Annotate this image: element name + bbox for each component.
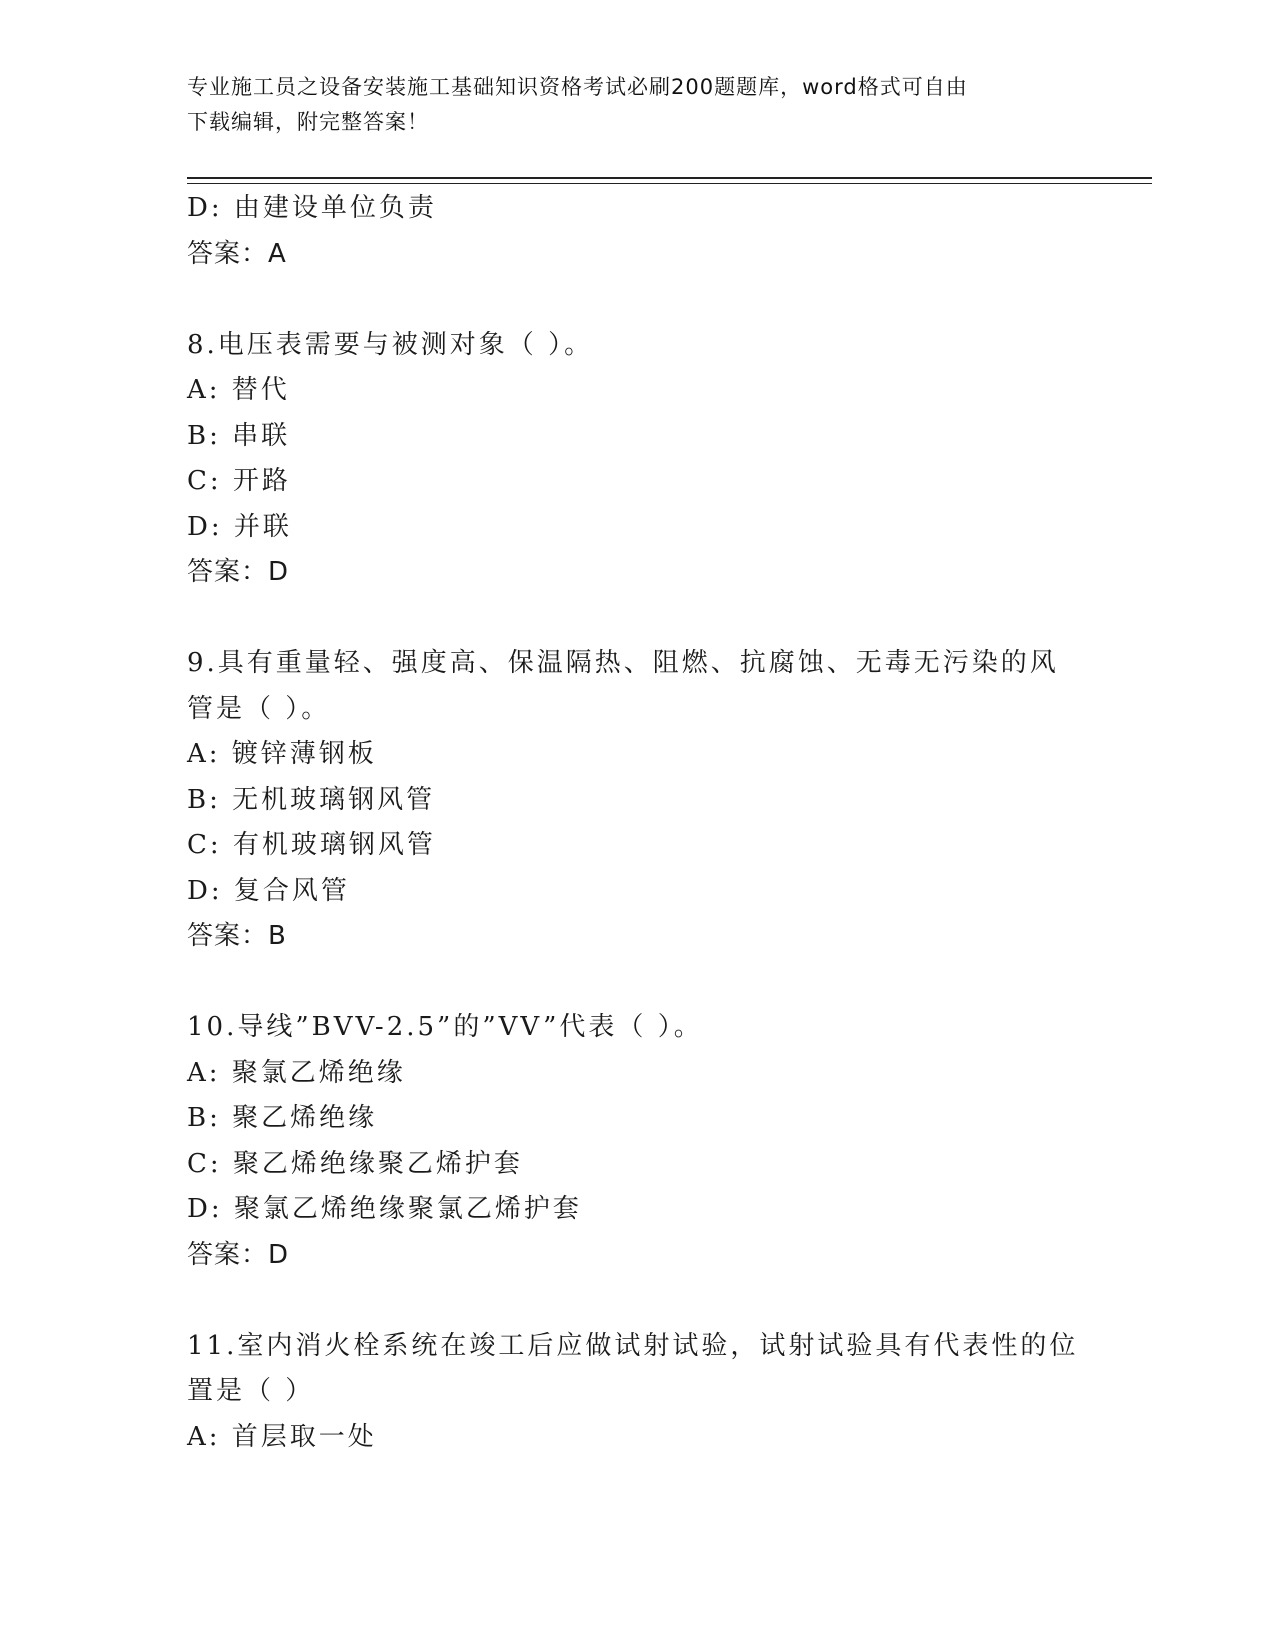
spacer [187, 277, 1087, 323]
question-stem: 10.导线”BVV-2.5”的”VV”代表（ ）。 [187, 1012, 703, 1042]
answer: 答案：B [187, 921, 287, 951]
option-a: A: 镀锌薄钢板 [187, 739, 377, 769]
option-a: A: 替代 [187, 375, 290, 405]
question-7-tail [187, 186, 1087, 277]
question-stem: 8.电压表需要与被测对象（ ）。 [187, 329, 594, 360]
option-b: B: 串联 [187, 420, 291, 451]
header-divider-thick [187, 177, 1152, 179]
question-list [187, 186, 1087, 1460]
spacer [187, 960, 1087, 1006]
question-stem-line-2: 置是（ ） [187, 1376, 315, 1406]
option-c: C: 有机玻璃钢风管 [187, 830, 436, 860]
option-d: D: 并联 [187, 511, 292, 542]
option-c: C: 开路 [187, 466, 291, 496]
question-stem-line-2: 管是（ ）。 [187, 693, 331, 724]
question-9 [187, 641, 1087, 960]
question-10 [187, 1005, 1087, 1278]
spacer [187, 1278, 1087, 1324]
document-header [187, 70, 1087, 140]
answer: 答案：D [187, 1239, 290, 1270]
question-8 [187, 323, 1087, 596]
question-11 [187, 1324, 1087, 1461]
option-d: D: 由建设单位负责 [187, 193, 437, 223]
header-divider-thin [187, 183, 1152, 184]
header-line-1: 专业施工员之设备安装施工基础知识资格考试必刷200题题库，word格式可自由 [187, 75, 968, 99]
option-d: D: 聚氯乙烯绝缘聚氯乙烯护套 [187, 1194, 582, 1224]
spacer [187, 596, 1087, 642]
option-a: A: 聚氯乙烯绝缘 [187, 1057, 406, 1088]
header-line-2: 下载编辑，附完整答案！ [187, 110, 429, 134]
option-b: B: 聚乙烯绝缘 [187, 1103, 378, 1133]
option-b: B: 无机玻璃钢风管 [187, 784, 436, 815]
option-c: C: 聚乙烯绝缘聚乙烯护套 [187, 1148, 523, 1179]
question-stem-line-1: 9.具有重量轻、强度高、保温隔热、阻燃、抗腐蚀、无毒无污染的风 [187, 648, 1059, 678]
answer: 答案：A [187, 238, 287, 269]
option-d: D: 复合风管 [187, 875, 350, 906]
answer: 答案：D [187, 557, 290, 587]
option-a: A: 首层取一处 [187, 1421, 377, 1452]
question-stem-line-1: 11.室内消火栓系统在竣工后应做试射试验，试射试验具有代表性的位 [187, 1330, 1079, 1361]
